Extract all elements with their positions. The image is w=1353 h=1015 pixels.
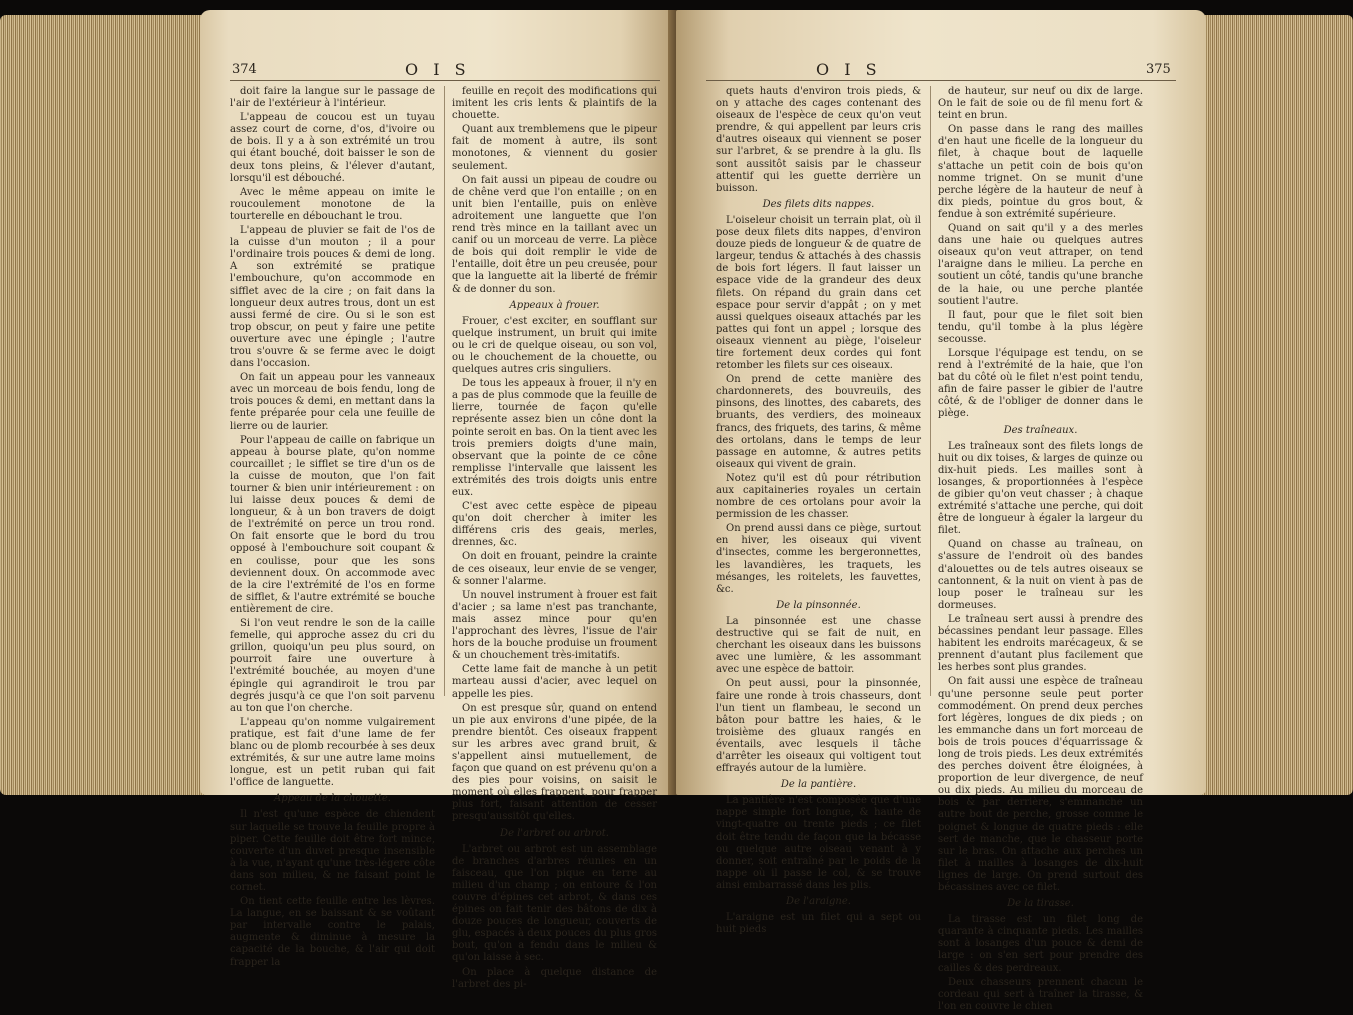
section-heading: Appeaux à frouer. xyxy=(509,299,600,311)
paragraph: L'appeau de pluvier se fait de l'os de la cuisse d'un mouton ; il a pour l'ordinaire trois pouces & demi de long. A son extrémité se pratique l'embouchure, qu'on accommode en sifflet avec de la cire ; on fait dans la longueur deux autres trous, dont un est aussi fermé de cire. Ou si le son est trop obscur, on peut y faire une petite ouverture avec une épingle ; l'autre trou s'ouvre & se ferme avec le doigt dans l'occasion. xyxy=(230,225,435,370)
section-heading: De la pinsonnée. xyxy=(776,599,861,611)
paragraph: De tous les appeaux à frouer, il n'y en a pas de plus commode que la feuille de lierre, tournée de façon qu'elle représente assez bien un cône dont la pointe seroit en bas. On la tient avec les trois premiers doigts d'une main, observant que la pointe de ce cône remplisse l'intervalle que laissent les extrémités des trois doigts unis entre eux. xyxy=(452,378,657,498)
paragraph: L'oiseleur choisit un terrain plat, où il pose deux filets dits nappes, d'environ douze pieds de longueur & de quatre de largeur, tendus & attachés à des chassis de bois fort légers. Il faut laisser un espace vide de la grandeur des deux filets. On répand du grain dans cet espace pour servir d'appât ; on y met aussi quelques oiseaux attachés par les pattes qui font un appel ; lorsque des oiseaux viennent au piège, l'oiseleur tire fortement deux cordes qui font retomber les filets sur ces oiseaux. xyxy=(716,214,921,372)
left-column-2 xyxy=(452,86,657,993)
section-heading: De la pantière. xyxy=(780,779,857,791)
left-running-head: O I S xyxy=(405,60,471,79)
paragraph: On fait un appeau pour les vanneaux avec un morceau de bois fendu, long de trois pouces & demi, en mettant dans la fente préparée pour cela une feuille de lierre ou de laurier. xyxy=(230,372,435,432)
left-page-number: 374 xyxy=(232,62,257,77)
right-column-divider xyxy=(930,86,931,696)
paragraph: L'appeau de coucou est un tuyau assez court de corne, d'os, d'ivoire ou de bois. Il y a à son extrémité un trou qui étant bouché, doit baisser le son de deux tons pleins, & l'élever d'autant, lorsqu'il est débouché. xyxy=(230,112,435,184)
right-column-2 xyxy=(938,86,1143,1015)
paragraph: C'est avec cette espèce de pipeau qu'on doit chercher à imiter les différens cris des geais, merles, drennes, &c. xyxy=(452,501,657,549)
paragraph: On place à quelque distance de l'arbret des pi- xyxy=(452,966,657,990)
paragraph: On fait aussi une espèce de traîneau qu'une personne seule peut porter commodément. On prend deux perches fort légères, longues de dix pieds ; on les emmanche dans un fort morceau de bois de trois pouces d'équarrissage & long de trois pieds. Les deux extrémités des perches doivent être éloignées, à proportion de leur divergence, de neuf ou dix pieds. Au milieu du morceau de bois & par derrière, s'emmanche un autre bout de perche, grosse comme le poignet & longue de quatre pieds : elle sert de manche, que le chasseur porte sur le bras. On attache aux perches un filet à mailles à losanges de dix-huit lignes de large. On prend surtout des bécassines avec ce filet. xyxy=(938,676,1143,893)
paragraph: On prend de cette manière des chardonnerets, des bouvreuils, des pinsons, des linottes, des cabarets, des bruants, des verdiers, des moineaux francs, des friquets, des tarins, & même des ortolans, dans le temps de leur passage en automne, & autres petits oiseaux qui vivent de grain. xyxy=(716,374,921,470)
paragraph: Si l'on veut rendre le son de la caille femelle, qui approche assez du cri du grillon, quoiqu'un peu plus sourd, on pourroit faire une ouverture à l'extrémité bouchée, au moyen d'une épingle qui agrandiroit le trou par degrés jusqu'à ce que l'on soit parvenu au ton que l'on cherche. xyxy=(230,618,435,714)
right-page xyxy=(676,10,1206,1012)
right-header-rule xyxy=(706,80,1176,81)
paragraph: Pour l'appeau de caille on fabrique un appeau à bourse plate, qu'on nomme courcaillet ; le sifflet se tire d'un os de la cuisse de mouton, que l'on fait tourner & bien unir intérieurement : on lui laisse deux pouces & demi de longueur, & à un bon travers de doigt de l'extrémité on perce un trou rond. On fait ensorte que le bord du trou opposé à l'embouchure soit coupant & en coulisse, pour que les sons deviennent doux. On accommode avec de la cire l'extrémité de l'os en forme de sifflet, & l'autre extrémité se bouche entièrement de cire. xyxy=(230,434,435,615)
left-column-divider xyxy=(444,86,445,696)
paragraph: Lorsque l'équipage est tendu, on se rend à l'extrémité de la haie, que l'on bat du côté où le filet n'est point tendu, afin de faire passer le gibier de l'autre côté, & de l'obliger de donner dans le piège. xyxy=(938,347,1143,420)
paragraph: Quand on chasse au traîneau, on s'assure de l'endroit où des bandes d'alouettes ou de tels autres oiseaux se cantonnent, & la nuit on vient à pas de loup poser le traîneau sur les dormeuses. xyxy=(938,539,1143,611)
section-heading: Appeau de la chouette. xyxy=(274,793,391,805)
paragraph: On tient cette feuille entre les lèvres. La langue, en se baissant & se voûtant par intervalle contre le palais, augmente & diminue à mesure la capacité de la bouche, & l'air qui doit frapper la xyxy=(230,896,435,968)
left-page xyxy=(200,10,678,990)
paragraph: Il faut, pour que le filet soit bien tendu, qu'il tombe à la plus légère secousse. xyxy=(938,309,1143,345)
paragraph: Quand on sait qu'il y a des merles dans une haie ou quelques autres oiseaux qu'on veut attraper, on tend l'araigne dans le milieu. La perche en soutient un côté, tandis qu'une branche de la haie, ou une perche plantée soutient l'autre. xyxy=(938,223,1143,307)
right-column-1 xyxy=(716,86,921,938)
paragraph: On doit en frouant, peindre la crainte de ces oiseaux, leur envie de se venger, & sonner l'alarme. xyxy=(452,551,657,587)
paragraph: Un nouvel instrument à frouer est fait d'acier ; sa lame n'est pas tranchante, mais assez mince pour qu'en l'approchant des lèvres, l'issue de l'air hors de la bouche produise un froument & un chouchement très-imitatifs. xyxy=(452,589,657,662)
paragraph: La pantière n'est composée que d'une nappe simple fort longue, & haute de vingt-quatre ou trente pieds ; ce filet doit être tendu de façon que la bécasse ou quelque autre oiseau venant à y donner, soit entraîné par le poids de la nappe où il passe le col, & se trouve ainsi embarrassé dans les plis. xyxy=(716,795,921,891)
paragraph: L'appeau qu'on nomme vulgairement pratique, est fait d'une lame de fer blanc ou de plomb recourbée à ses deux extrémités, & sur une autre lame moins longue, est un petit ruban qui fait l'office de languette. xyxy=(230,716,435,789)
paragraph: On fait aussi un pipeau de coudre ou de chêne verd que l'on entaille ; on en unit bien l'entaille, puis on enlève adroitement une languette que l'on rend très mince en la taillant avec un canif ou un morceau de verre. La pièce de bois qui doit remplir le vide de l'entaille, doit être un peu creusée, pour que la languette ait la liberté de frémir & de donner du son. xyxy=(452,174,657,295)
paragraph: Quant aux tremblemens que le pipeur fait de moment à autre, ils sont monotones, & viennent du gosier seulement. xyxy=(452,124,657,172)
paragraph: Notez qu'il est dû pour rétribution aux capitaineries royales un certain nombre de ces ortolans pour avoir la permission de les chasser. xyxy=(716,472,921,521)
paragraph: On prend aussi dans ce piège, surtout en hiver, les oiseaux qui vivent d'insectes, comme les bergeronnettes, les lavandières, les traquets, les mésanges, les roitelets, les fauvettes, &c. xyxy=(716,523,921,595)
paragraph: Frouer, c'est exciter, en soufflant sur quelque instrument, un bruit qui imite ou le cri de quelque oiseau, ou son vol, ou le chouchement de la chouette, ou quelques autres cris singuliers. xyxy=(452,315,657,376)
section-heading: De la tirasse. xyxy=(1007,898,1074,910)
paragraph: L'arbret ou arbrot est un assemblage de branches d'arbres réunies en un faisceau, que l'on pique en terre au milieu d'un champ ; on entoure & l'on couvre d'épines cet arbrot, & dans ces épines on fait tenir des bâtons de dix à douze pouces de longueur, couverts de glu, espacés à deux pouces du plus gros bout, qu'on a fendu dans le milieu & qu'on laisse à sec. xyxy=(452,843,657,964)
right-page-edges xyxy=(1201,15,1353,795)
paragraph: quets hauts d'environ trois pieds, & on y attache des cages contenant des oiseaux de l'espèce de ceux qu'on veut prendre, & qui appellent par leurs cris d'autres oiseaux qui viennent se poser sur l'arbret, & se prendre à la glu. Ils sont aussitôt saisis par le chasseur attentif qui les guette derrière un buisson. xyxy=(716,86,921,194)
section-heading: Des filets dits nappes. xyxy=(762,198,875,210)
paragraph: L'araigne est un filet qui a sept ou huit pieds xyxy=(716,912,921,936)
paragraph: La pinsonnée est une chasse destructive qui se fait de nuit, en cherchant les oiseaux dans les buissons avec une lumière, & les assommant avec une espèce de battoir. xyxy=(716,615,921,676)
paragraph: Le traîneau sert aussi à prendre des bécassines pendant leur passage. Elles habitent les endroits marécageux, & se prennent d'autant plus facilement que les herbes sont plus grandes. xyxy=(938,613,1143,674)
paragraph: On est presque sûr, quand on entend un pie aux environs d'une pipée, de la prendre bientôt. Ces oiseaux frappent sur les arbres avec grand bruit, & s'appellent ainsi mutuellement, de façon que quand on est prévenu qu'on a des pies pour voisins, on saisit le moment où elles frappent, pour frapper plus fort, faisant attention de cesser presqu'aussitôt qu'elles. xyxy=(452,702,657,823)
paragraph: Il n'est qu'une espèce de chiendent sur laquelle se trouve la feuille propre à piper. Cette feuille doit être fort mince, couverte d'un duvet presque insensible à la vue, n'ayant qu'une très-légere côte dans son milieu, & ne faisant point le cornet. xyxy=(230,809,435,893)
section-heading: Des traîneaux. xyxy=(1003,424,1078,436)
left-column-1 xyxy=(230,86,435,971)
right-running-head: O I S xyxy=(816,60,882,79)
paragraph: On peut aussi, pour la pinsonnée, faire une ronde à trois chasseurs, dont l'un tient un flambeau, le second un bâton pour battre les haies, & le troisième des gluaux rangés en éventails, avec lesquels il tâche d'arrêter les oiseaux qui voltigent tout effrayés autour de la lumière. xyxy=(716,678,921,775)
right-page-number: 375 xyxy=(1146,62,1171,77)
section-heading: De l'arbret ou arbrot. xyxy=(500,827,609,839)
paragraph: Deux chasseurs prennent chacun le cordeau qui sert à traîner la tirasse, & l'on en couvre le chien xyxy=(938,976,1143,1012)
section-heading: De l'araigne. xyxy=(786,896,851,907)
paragraph: doit faire la langue sur le passage de l'air de l'extérieur à l'intérieur. xyxy=(230,86,435,110)
left-header-rule xyxy=(230,80,660,81)
paragraph: feuille en reçoit des modifications qui imitent les cris lents & plaintifs de la chouette. xyxy=(452,86,657,122)
paragraph: Cette lame fait de manche à un petit marteau aussi d'acier, avec lequel on appelle les pies. xyxy=(452,664,657,700)
paragraph: On passe dans le rang des mailles d'en haut une ficelle de la longueur du filet, à chaque bout de laquelle s'attache un petit coin de bois qu'on nomme trignet. On se munit d'une perche légère de la hauteur de neuf à dix pieds, pointue du gros bout, & fendue à son extrémité supérieure. xyxy=(938,124,1143,220)
paragraph: de hauteur, sur neuf ou dix de large. On le fait de soie ou de fil menu fort & teint en brun. xyxy=(938,86,1143,122)
left-page-edges xyxy=(0,15,225,795)
paragraph: Avec le même appeau on imite le roucoulement monotone de la tourterelle en débouchant le trou. xyxy=(230,186,435,222)
paragraph: Les traîneaux sont des filets longs de huit ou dix toises, & larges de quinze ou dix-huit pieds. Les mailles sont à losanges, & proportionnées à l'espèce de gibier qu'on veut chasser ; à chaque extrémité s'attache une perche, qui doit être de longueur à égaler la largeur du filet. xyxy=(938,440,1143,537)
paragraph: La tirasse est un filet long de quarante à cinquante pieds. Les mailles sont à losanges d'un pouce & demi de large : on s'en sert pour prendre des cailles & des perdreaux. xyxy=(938,914,1143,974)
